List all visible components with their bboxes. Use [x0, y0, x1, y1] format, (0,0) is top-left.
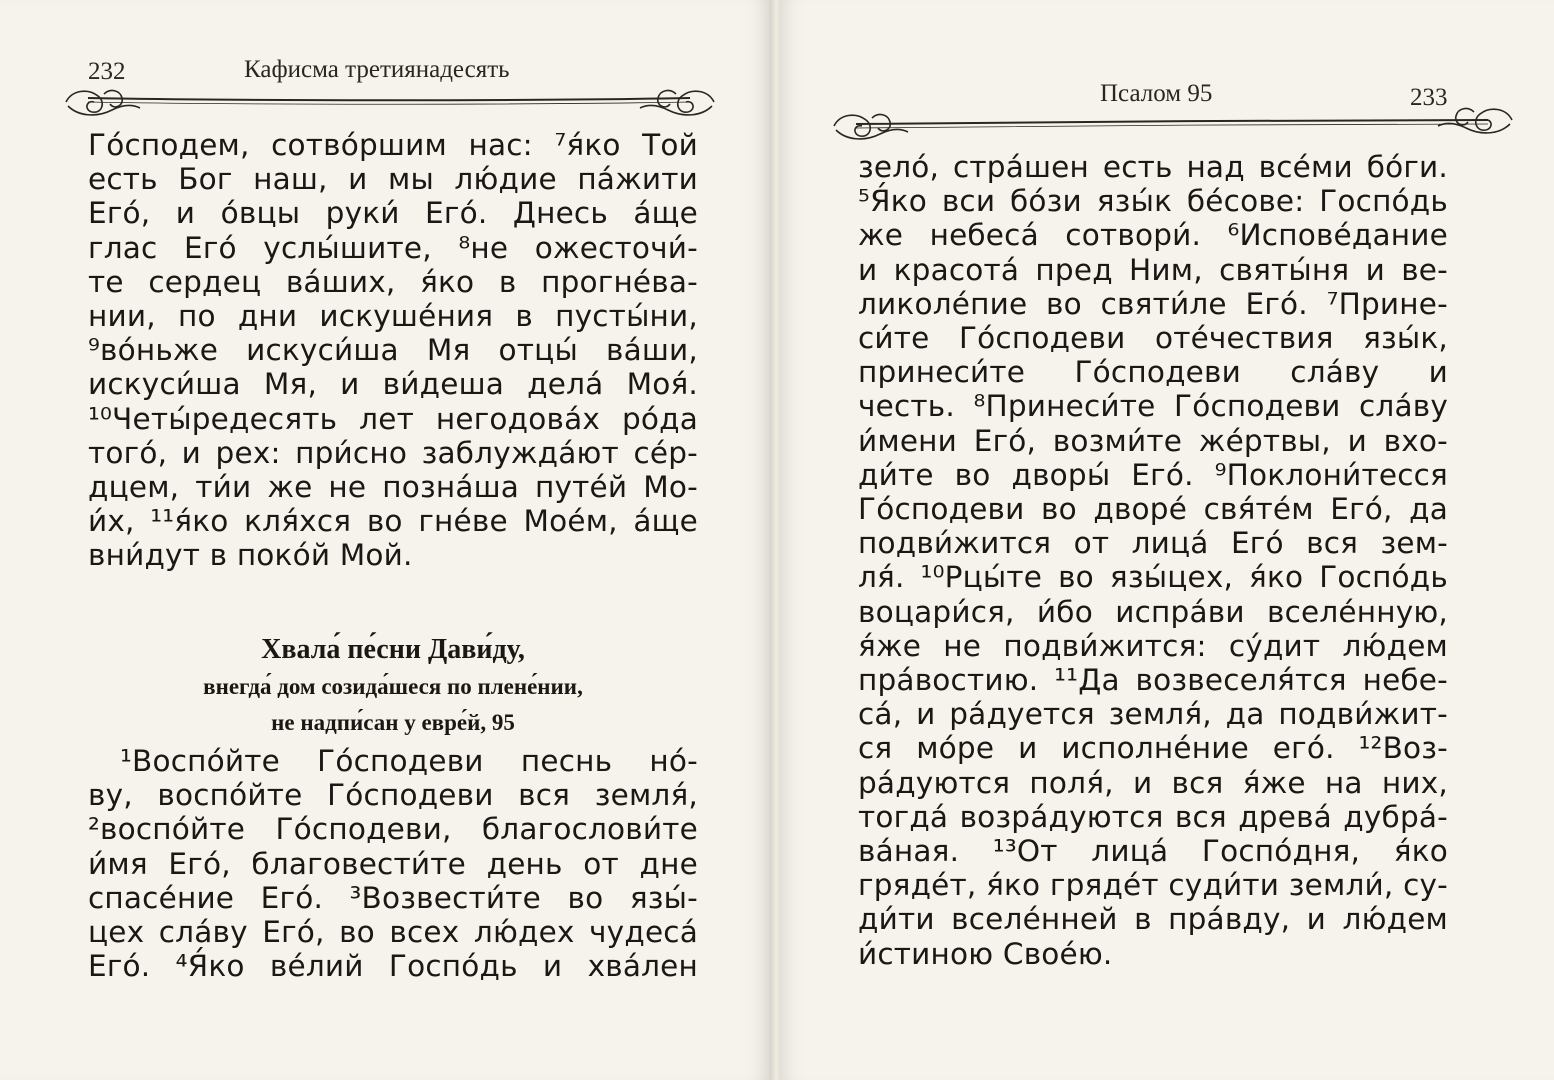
- text-line: воцари́ся, и́бо испра́ви вселе́нную,: [858, 594, 1448, 629]
- running-title: Псалом 95: [1100, 80, 1213, 107]
- text-line: ля́. ¹⁰Рцы́те во язы́цех, я́ко Госпо́дь: [858, 560, 1448, 595]
- text-line: и́мени Его́, возми́те же́ртвы, и вхо-: [858, 423, 1448, 458]
- text-line: я́же не подви́жится: су́дит лю́дем: [858, 628, 1448, 663]
- text-line: спасе́ние Его́. ³Возвести́те во язы́-: [88, 880, 698, 915]
- text-line: ву, воспо́йте Го́сподеви вся земля́,: [88, 778, 698, 813]
- text-line: цех сла́ву Его́, во всех лю́дех чудеса́: [88, 915, 698, 950]
- heading-line: не надпи́сан у евре́й, 95: [271, 710, 515, 735]
- verse-text: [88, 128, 698, 573]
- text-line: принеси́те Го́сподеви сла́ву и: [858, 355, 1448, 390]
- text-line: нии, по дни искуше́ния в пусты́ни,: [88, 299, 698, 334]
- text-line: ¹⁰Четы́редесять лет негодова́х ро́да: [88, 401, 698, 436]
- text-line: Его́. ⁴Я́ко ве́лий Госпо́дь и хва́лен: [88, 949, 698, 984]
- running-title: Кафисма третиянадесять: [244, 56, 510, 83]
- text-line: Его́, и о́вцы руки́ Его́. Днесь а́ще: [88, 196, 698, 231]
- text-line: зело́, стра́шен есть над все́ми бо́ги.: [858, 150, 1448, 184]
- psalm-heading: [88, 630, 698, 742]
- text-line: ди́те во дворы́ Его́. ⁹Поклони́тесся: [858, 457, 1448, 492]
- header-rule-ornament: [58, 84, 722, 128]
- text-line: есть Бог наш, и мы лю́дие па́жити: [88, 162, 698, 197]
- text-line: же небеса́ сотвори́. ⁶Испове́дание: [858, 218, 1448, 253]
- psalm-text: [88, 744, 698, 983]
- text-line: и́х, ¹¹я́ко кля́хся во гне́ве Мое́м, а́ще: [88, 504, 698, 539]
- text-line: си́те Го́сподеви оте́чествия язы́к,: [858, 321, 1448, 356]
- right-page: [780, 0, 1554, 1080]
- text-line: искуси́ша Мя, и ви́деша дела́ Моя́.: [88, 367, 698, 402]
- left-page: [0, 0, 770, 1080]
- text-line: те сердец ва́ших, я́ко в прогне́ва-: [88, 264, 698, 299]
- book-gutter: [770, 0, 780, 1080]
- text-line: тогда́ возра́дуются вся древа́ дубра́-: [858, 799, 1448, 834]
- text-line: гряде́т, я́ко гряде́т суди́ти земли́, су-: [858, 868, 1448, 903]
- text-line: ⁵Я́ко вси бо́зи язы́к бе́сове: Госпо́дь: [858, 184, 1448, 219]
- text-line: и́мя Его́, благовести́те день от дне: [88, 846, 698, 881]
- text-line: ¹Воспо́йте Го́сподеви песнь но́-: [120, 744, 698, 778]
- page-number: 233: [1410, 84, 1448, 111]
- text-line: са́, и ра́дуется земля́, да подви́жит-: [858, 697, 1448, 732]
- text-line: ся мо́ре и исполне́ние его́. ¹²Воз-: [858, 731, 1448, 766]
- text-line: ⁹во́ньже искуси́ша Мя отцы́ ва́ши,: [88, 333, 698, 368]
- scroll-ornament-left: [834, 115, 908, 139]
- heading-line: Хвала́ пе́сни Дави́ду,: [261, 634, 525, 665]
- text-line: Го́сподем, сотво́ршим нас: ⁷я́ко Той: [88, 128, 698, 162]
- verse-text: [858, 150, 1448, 971]
- text-line: ра́дуются поля́, и вся я́же на них,: [858, 765, 1448, 800]
- text-line: дцем, ти́и же не позна́ша путе́й Мо-: [88, 470, 698, 505]
- heading-line: внегда́ дом созида́шеся по плене́нии,: [203, 674, 583, 699]
- page-number: 232: [88, 58, 126, 85]
- text-line: честь. ⁸Принеси́те Го́сподеви сла́ву: [858, 389, 1448, 424]
- text-line: пра́востию. ¹¹Да возвеселя́тся небе-: [858, 663, 1448, 698]
- text-line: и́стиною Свое́ю.: [858, 936, 1113, 971]
- text-line: глас Его́ услы́шите, ⁸не ожесточи́-: [88, 230, 698, 265]
- text-line: вни́дут в поко́й Мой.: [88, 538, 413, 573]
- text-line: Го́сподеви во дворе́ свя́те́м Его́, да: [858, 492, 1448, 527]
- text-line: того́, и рех: при́сно заблужда́ют се́р-: [88, 435, 698, 470]
- text-line: ²воспо́йте Го́сподеви, благослови́те: [88, 812, 698, 847]
- text-line: ва́ная. ¹³От лица́ Госпо́дня, я́ко: [858, 834, 1448, 869]
- text-line: подви́жится от лица́ Его́ вся зем-: [858, 526, 1448, 561]
- text-line: ликоле́пие во святи́ле Его́. ⁷Прине-: [858, 286, 1448, 321]
- text-line: ди́ти вселе́нней в пра́вду, и лю́дем: [858, 902, 1448, 937]
- header-rule-ornament: [826, 104, 1520, 148]
- text-line: и красота́ пред Ним, святы́ня и ве-: [858, 252, 1448, 287]
